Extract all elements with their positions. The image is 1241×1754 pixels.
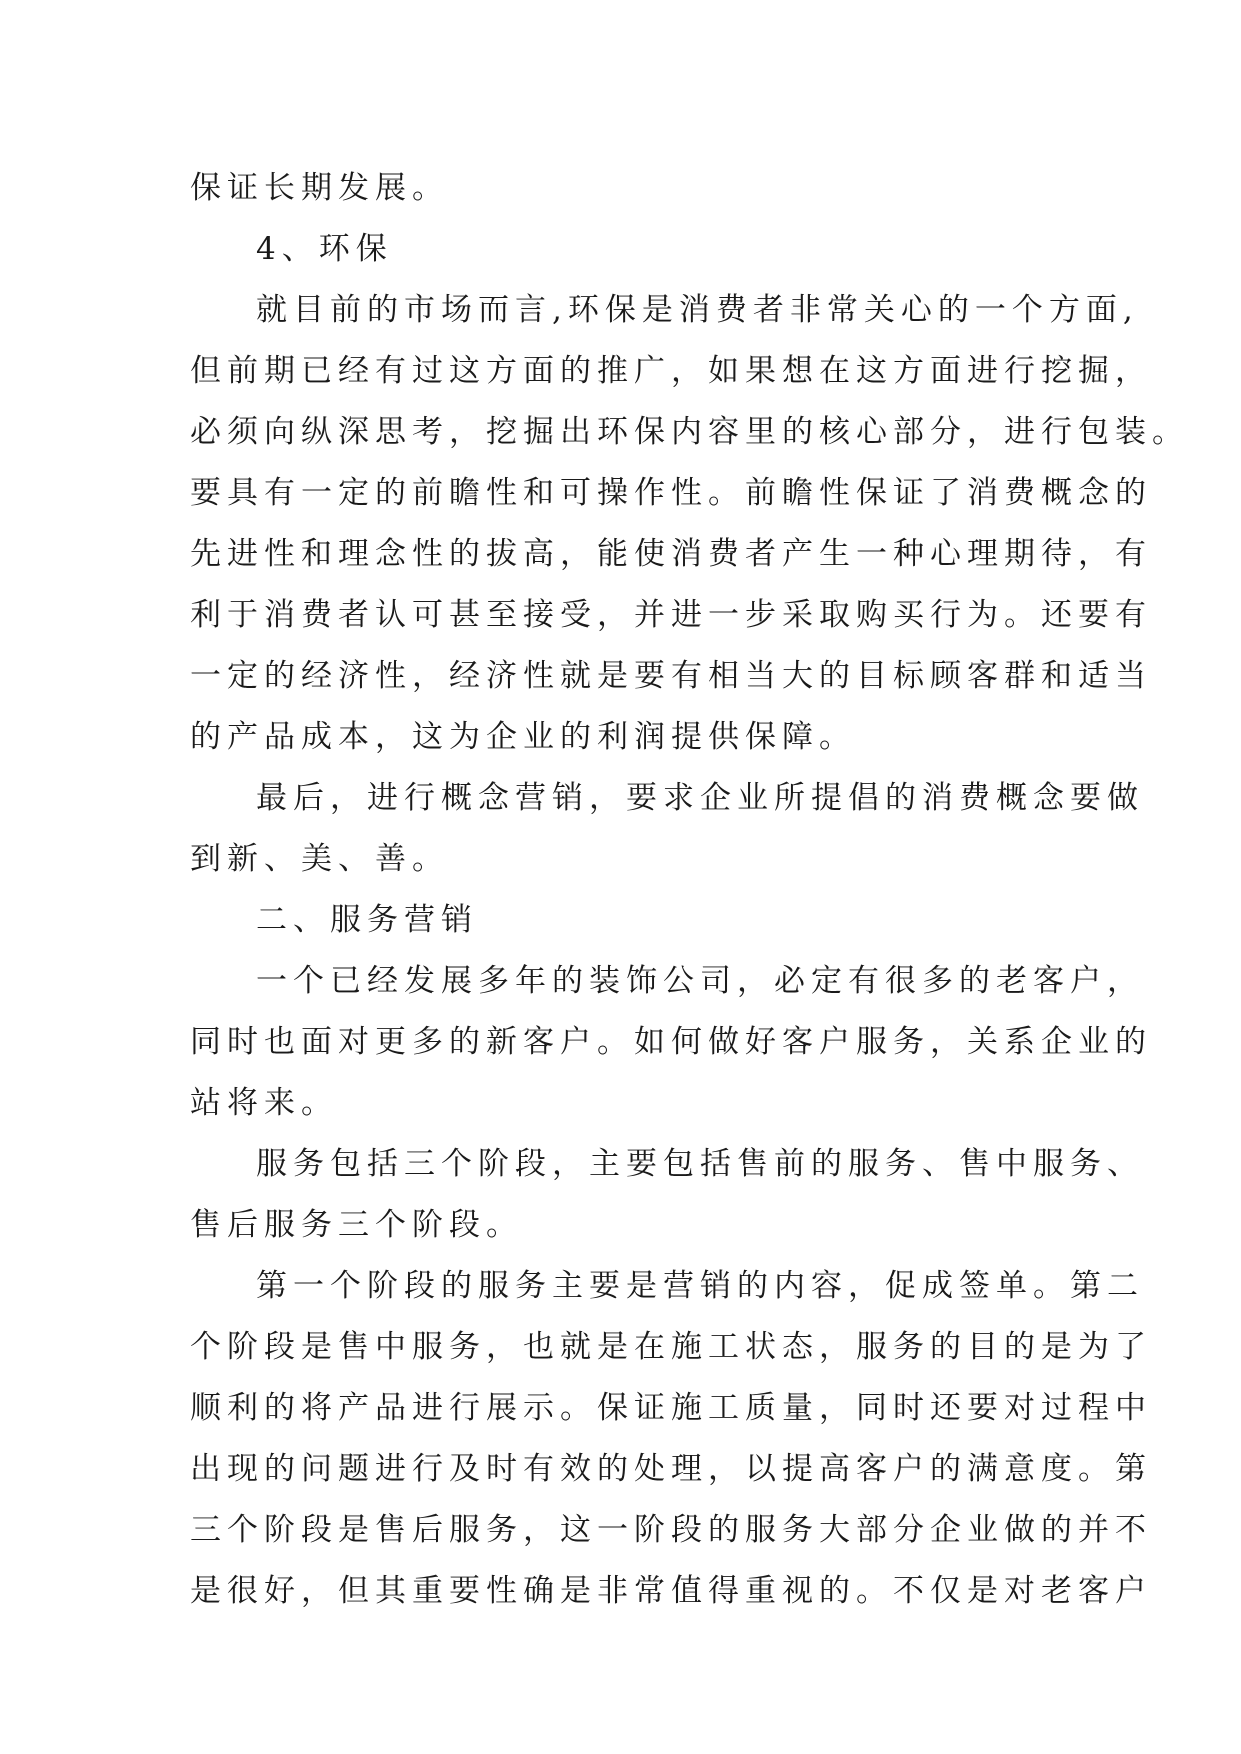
text-line: 站将来。	[190, 1085, 338, 1121]
text-line: 个阶段是售中服务，也就是在施工状态，服务的目的是为了	[190, 1329, 1152, 1365]
text-line: 售后服务三个阶段。	[190, 1207, 523, 1243]
text-line: 顺利的将产品进行展示。保证施工质量，同时还要对过程中	[190, 1390, 1152, 1426]
text-line: 第一个阶段的服务主要是营销的内容，促成签单。第二	[256, 1268, 1144, 1304]
text-line: 要具有一定的前瞻性和可操作性。前瞻性保证了消费概念的	[190, 475, 1152, 511]
text-line: 是很好，但其重要性确是非常值得重视的。不仅是对老客户	[190, 1573, 1152, 1609]
text-line: 二、服务营销	[256, 902, 478, 938]
text-line: 一个已经发展多年的装饰公司，必定有很多的老客户，	[256, 963, 1144, 999]
text-line: 同时也面对更多的新客户。如何做好客户服务，关系企业的	[190, 1024, 1152, 1060]
body-text	[190, 158, 1189, 1622]
text-line: 就目前的市场而言,环保是消费者非常关心的一个方面,	[256, 292, 1139, 328]
text-line: 保证长期发展。	[190, 170, 449, 206]
text-line: 到新、美、善。	[190, 841, 449, 877]
text-line: 三个阶段是售后服务，这一阶段的服务大部分企业做的并不	[190, 1512, 1152, 1548]
text-line: 必须向纵深思考，挖掘出环保内容里的核心部分，进行包装。	[190, 414, 1189, 450]
text-line: 先进性和理念性的拔高，能使消费者产生一种心理期待，有	[190, 536, 1152, 572]
text-line: 服务包括三个阶段，主要包括售前的服务、售中服务、	[256, 1146, 1144, 1182]
text-line: 4、环保	[256, 231, 393, 267]
text-line: 一定的经济性，经济性就是要有相当大的目标顾客群和适当	[190, 658, 1152, 694]
text-line: 但前期已经有过这方面的推广，如果想在这方面进行挖掘，	[190, 353, 1152, 389]
text-line: 的产品成本，这为企业的利润提供保障。	[190, 719, 856, 755]
text-line: 最后，进行概念营销，要求企业所提倡的消费概念要做	[256, 780, 1144, 816]
text-line: 利于消费者认可甚至接受，并进一步采取购买行为。还要有	[190, 597, 1152, 633]
text-line: 出现的问题进行及时有效的处理，以提高客户的满意度。第	[190, 1451, 1152, 1487]
